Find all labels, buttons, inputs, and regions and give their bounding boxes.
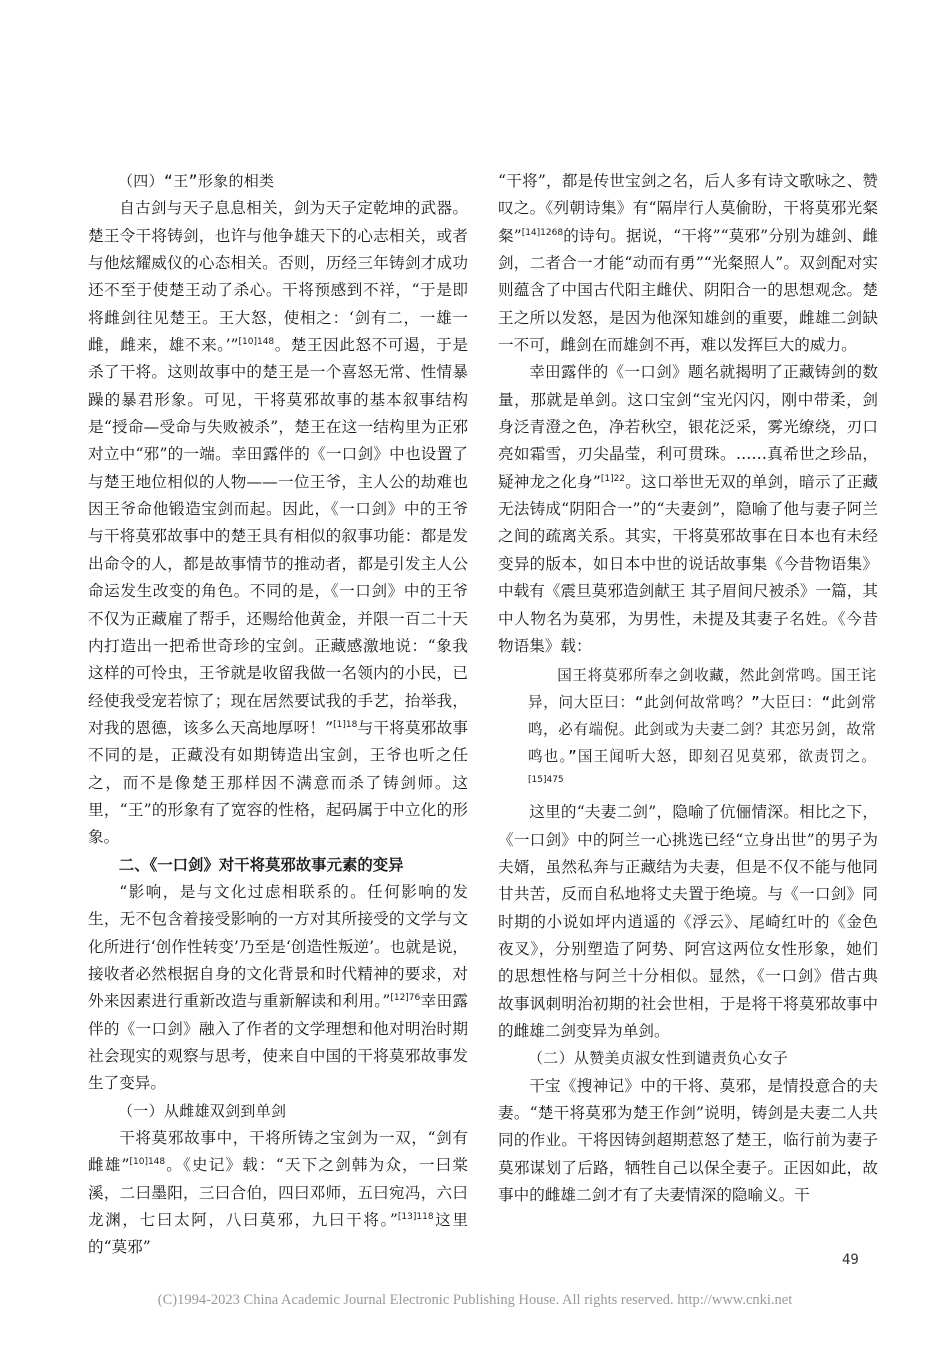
citation: [10]148 — [238, 337, 275, 348]
paragraph: 干宝《搜神记》中的干将、莫邪，是情投意合的夫妻。“楚干将莫邪为楚王作剑”说明，铸剑是夫妻二人共同的作业。干将因铸剑超期惹怒了楚王，临行前为妻子莫邪谋划了后路，牺牲自己以保全妻子。正因如此，故事中的雌雄二剑才有了夫妻情深的隐喻义。干 — [498, 1076, 878, 1204]
subheading-double-to-single-sword: （一）从雌雄双剑到单剑 — [118, 1101, 287, 1120]
paragraph: 自古剑与天子息息相关，剑为天子定乾坤的武器。楚王令干将铸剑，也许与他争雄天下的心志相关，或者与他炫耀威仪的心态相关。否则，历经三年铸剑才成功还不至于使楚王动了杀心。干将预感到不祥，“于是即将雌剑往见楚王。王大怒，使相之：‘剑有二，一雄一雌，雌来，雄不来。’”$^{[10]148}$。楚王因此怒不可遏，于是杀了干将。这则故事中的楚王是一个喜怒无常、性情暴躁的暴君形象。可见，干将莫邪故事的基本叙事结构是“授命—受命与失败被杀”，楚王在这一结构里为正邪对立中“邪”的一端。幸田露伴的《一口剑》中也设置了与楚王地位相似的人物——一位王爷，主人公的劫难也因王爷命他锻造宝剑而起。因此，《一口剑》中的王爷与干将莫邪故事中的楚王具有相似的叙事功能：都是发出命令的人，都是故事情节的推动者，都是引发主人公命运发生改变的角色。不同的是，《一口剑》中的王爷不仅为正藏雇了帮手，还赐给他黄金，并限一百二十天内打造出一把希世奇珍的宝剑。正藏感激地说：“象我这样的可怜虫，王爷就是收留我做一名领内的小民，已经使我受宠若惊了；现在居然要试我的手艺，抬举我，对我的恩德，该多么天高地厚呀！”$^{[1]18}$与干将莫邪故事不同的是，正藏没有如期铸造出宝剑，王爷也听之任之，而不是像楚王那样因不满意而杀了铸剑师。这里，“王”的形象有了宽容的性格，起码属于中立化的形象。 — [88, 199, 468, 847]
section-heading: 二、《一口剑》对干将莫邪故事元素的变异 — [118, 855, 404, 874]
paragraph: 这里的“夫妻二剑”，隐喻了伉俪情深。相比之下，《一口剑》中的阿兰一心挑选已经“立身出世”的男子为夫婿，虽然私奔与正藏结为夫妻，但是不仅不能与他同甘共苦，反而自私地将丈夫置于绝境。与《一口剑》同时期的小说如坪内逍遥的《浮云》、尾崎红叶的《金色夜叉》，分别塑造了阿势、阿宫这两位女性形象，她们的思想性格与阿兰十分相似。显然，《一口剑》借古典故事讽刺明治初期的社会世相，于是将干将莫邪故事中的雌雄二剑变异为单剑。 — [498, 803, 878, 1040]
page-number: 49 — [842, 1252, 859, 1268]
citation: [13]118 — [397, 1212, 434, 1223]
copyright-footer: (C)1994-2023 China Academic Journal Electronic Publishing House. All rights reserved. http://www.cnki.net — [157, 1292, 793, 1308]
paragraph: “干将”，都是传世宝剑之名，后人多有诗文歌咏之、赞叹之。《列朝诗集》有“隔岸行人莫偷盼，干将莫邪光粲粲”$^{[14]1268}$的诗句。据说，“干将”“莫邪”分别为雄剑、雌剑，二者合一才能“动而有勇”“光粲照人”。双剑配对实则蕴含了中国古代阳主雌伏、阴阳合一的思想观念。楚王之所以发怒，是因为他深知雄剑的重要，雌雄二剑缺一不可，雌剑在而雄剑不再，难以发挥巨大的威力。 — [498, 172, 878, 355]
paragraph: “影响，是与文化过虑相联系的。任何影响的发生，无不包含着接受影响的一方对其所接受的文学与文化所进行‘创作性转变’乃至是‘创造性叛逆’。也就是说，接收者必然根据自身的文化背景和时代精神的要求，对外来因素进行重新改造与重新解读和利用。”$^{[12]76}$幸田露伴的《一口剑》融入了作者的文学理想和他对明治时期社会现实的观察与思考，使来自中国的干将莫邪故事发生了变异。 — [88, 882, 468, 1093]
citation: [1]18 — [333, 719, 358, 730]
paragraph: 干将莫邪故事中，干将所铸之宝剑为一双，“剑有雌雄”$^{[10]148}$。《史记》载：“天下之剑韩为众，一曰棠溪，二曰墨阳，三曰合伯，四曰邓师，五曰宛冯，六曰龙渊，七曰太阿，八曰莫邪，九曰干将。”$^{[13]118}$这里的“莫邪” — [88, 1129, 468, 1257]
subheading-virtuous-to-faithless: （二）从赞美贞淑女性到谴责负心女子 — [528, 1049, 789, 1068]
subheading-wang-image: （四）“王”形象的相类 — [118, 172, 275, 190]
block-quote: 国王将莫邪所奉之剑收藏，然此剑常鸣。国王诧异，问大臣曰：“此剑何故常鸣？”大臣曰：“此剑常鸣，必有端倪。此剑或为夫妻二剑？其恋另剑，故常鸣也。”国王闻听大怒，即刻召见莫邪，欲责罚之。$^{[15]475}$ — [528, 667, 876, 786]
paragraph: 幸田露伴的《一口剑》题名就揭明了正藏铸剑的数量，那就是单剑。这口宝剑“宝光闪闪，刚中带柔，剑身泛青澄之色，净若秋空，银花泛采，雾光缭绕，刃口亮如霜雪，刃尖晶莹，利可贯珠。……真希世之珍品，疑神龙之化身”$^{[1]22}$。这口举世无双的单剑，暗示了正藏无法铸成“阴阳合一”的“夫妻剑”，隐喻了他与妻子阿兰之间的疏离关系。其实，干将莫邪故事在日本也有未经变异的版本，如日本中世的说话故事集《今昔物语集》中载有《震旦莫邪造剑献王 其子眉间尺被杀》一篇，其中人物名为莫邪，为男性，未提及其妻子名姓。《今昔物语集》载： — [498, 363, 878, 655]
citation: [10]148 — [129, 1157, 166, 1168]
right-column — [498, 168, 878, 1209]
left-column — [88, 168, 468, 1262]
citation: [14]1268 — [521, 227, 564, 238]
citation: [12]76 — [390, 993, 421, 1004]
citation: [15]475 — [528, 775, 564, 786]
citation: [1]22 — [600, 473, 626, 484]
